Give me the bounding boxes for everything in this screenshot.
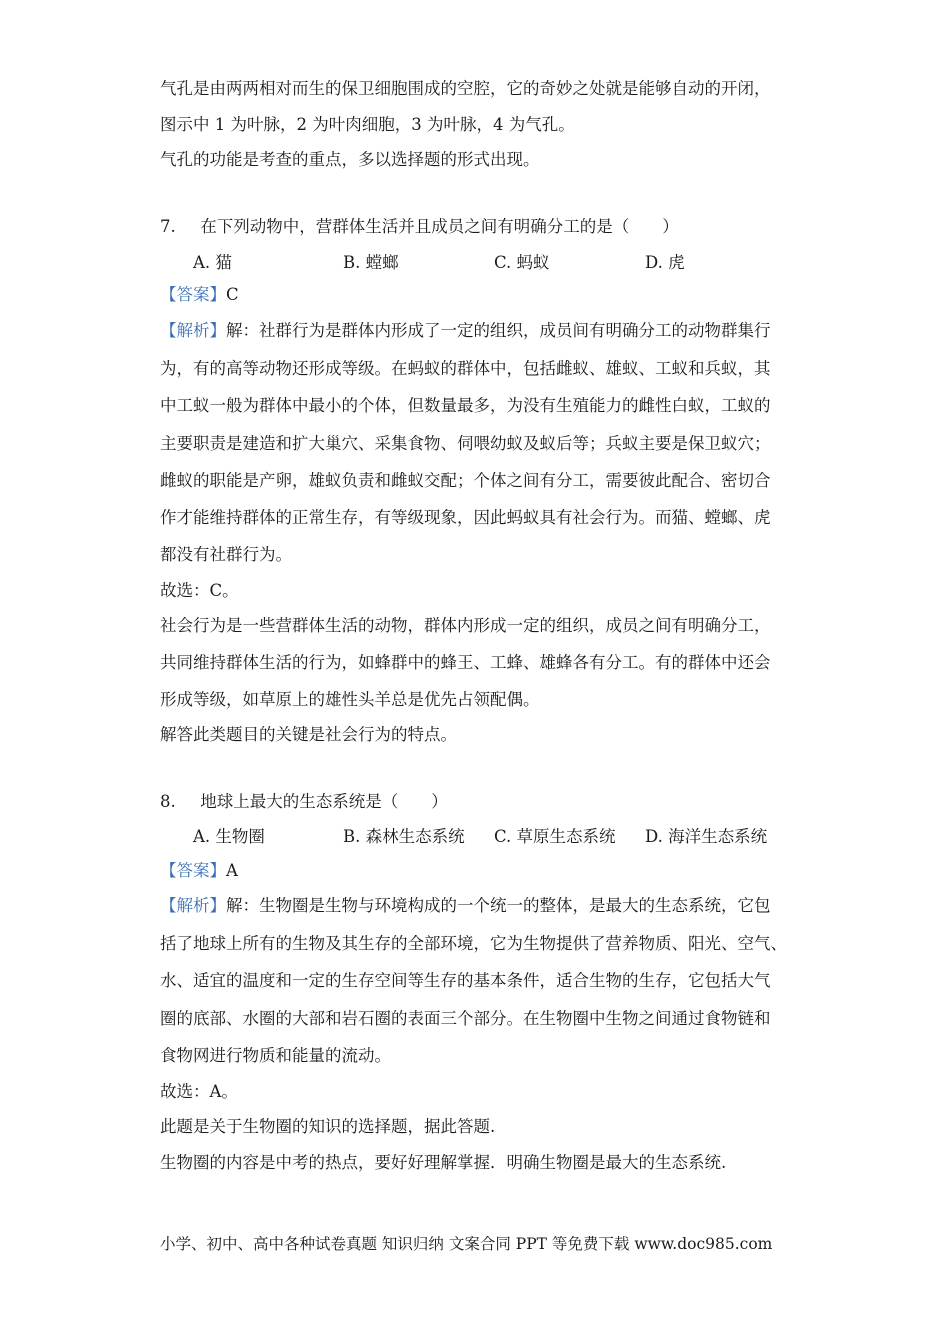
- analysis-tag: 【解析】: [160, 321, 226, 340]
- option-a: A. 生物圈: [193, 827, 265, 846]
- answer-line: [160, 860, 238, 882]
- option-b: B. 森林生态系统: [343, 827, 465, 846]
- answer-value: A: [226, 861, 238, 880]
- question-stem: 在下列动物中，营群体生活并且成员之间有明确分工的是（ ）: [200, 217, 679, 236]
- analysis-line: 中工蚁一般为群体中最小的个体，但数量最多，为没有生殖能力的雌性白蚁，工蚁的: [160, 396, 771, 415]
- question-number: 8.: [160, 792, 176, 811]
- analysis-line: 【解析】解：生物圈是生物与环境构成的一个统一的整体，是最大的生态系统，它包: [160, 896, 771, 915]
- question-number: 7.: [160, 217, 176, 236]
- question-stem: 地球上最大的生态系统是（ ）: [200, 792, 448, 811]
- analysis-line: 圈的底部、水圈的大部和岩石圈的表面三个部分。在生物圈中生物之间通过食物链和: [160, 1009, 771, 1028]
- analysis-line: 为，有的高等动物还形成等级。在蚂蚁的群体中，包括雌蚁、雄蚁、工蚁和兵蚁，其: [160, 359, 771, 378]
- option-a: A. 猫: [193, 253, 232, 272]
- answer-tag: 【答案】: [160, 861, 226, 880]
- analysis-line: 括了地球上所有的生物及其生存的全部环境，它为生物提供了营养物质、阳光、空气、: [160, 934, 787, 953]
- answer-value: C: [226, 285, 239, 304]
- intro-line: 气孔的功能是考查的重点，多以选择题的形式出现。: [160, 150, 540, 169]
- analysis-line: 食物网进行物质和能量的流动。: [160, 1046, 391, 1065]
- analysis-line: 生物圈的内容是中考的热点，要好好理解掌握．明确生物圈是最大的生态系统.: [160, 1153, 727, 1172]
- question-7: [160, 216, 679, 238]
- question-8: [160, 791, 448, 813]
- answer-line: [160, 284, 239, 306]
- option-c: C. 蚂蚁: [494, 253, 550, 272]
- analysis-line: 解答此类题目的关键是社会行为的特点。: [160, 725, 457, 744]
- option-c: C. 草原生态系统: [494, 827, 616, 846]
- analysis-line: 作才能维持群体的正常生存，有等级现象，因此蚂蚁具有社会行为。而猫、螳螂、虎: [160, 508, 771, 527]
- page-footer: 小学、初中、高中各种试卷真题 知识归纳 文案合同 PPT 等免费下载 www.doc985.com: [160, 1235, 773, 1253]
- analysis-line: 主要职责是建造和扩大巢穴、采集食物、伺喂幼蚁及蚁后等；兵蚁主要是保卫蚁穴；: [160, 434, 771, 453]
- analysis-line: 雌蚁的职能是产卵，雄蚁负责和雌蚁交配；个体之间有分工，需要彼此配合、密切合: [160, 471, 771, 490]
- analysis-tag: 【解析】: [160, 896, 226, 915]
- option-b: B. 螳螂: [343, 253, 399, 272]
- analysis-line: 形成等级，如草原上的雄性头羊总是优先占领配偶。: [160, 690, 540, 709]
- option-d: D. 海洋生态系统: [645, 827, 768, 846]
- analysis-line: 都没有社群行为。: [160, 545, 292, 564]
- analysis-line: 此题是关于生物圈的知识的选择题，据此答题.: [160, 1117, 496, 1136]
- intro-line: 气孔是由两两相对而生的保卫细胞围成的空腔，它的奇妙之处就是能够自动的开闭，: [160, 79, 771, 98]
- analysis-line: 共同维持群体生活的行为，如蜂群中的蜂王、工蜂、雄蜂各有分工。有的群体中还会: [160, 653, 771, 672]
- analysis-line: 故选：A。: [160, 1082, 238, 1101]
- analysis-line: 【解析】解：社群行为是群体内形成了一定的组织，成员间有明确分工的动物群集行: [160, 321, 771, 340]
- analysis-line: 故选：C。: [160, 581, 239, 600]
- analysis-line: 社会行为是一些营群体生活的动物，群体内形成一定的组织，成员之间有明确分工，: [160, 616, 771, 635]
- analysis-line: 水、适宜的温度和一定的生存空间等生存的基本条件，适合生物的生存，它包括大气: [160, 971, 771, 990]
- answer-tag: 【答案】: [160, 285, 226, 304]
- option-d: D. 虎: [645, 253, 685, 272]
- intro-line: 图示中 1 为叶脉，2 为叶肉细胞，3 为叶脉，4 为气孔。: [160, 115, 575, 134]
